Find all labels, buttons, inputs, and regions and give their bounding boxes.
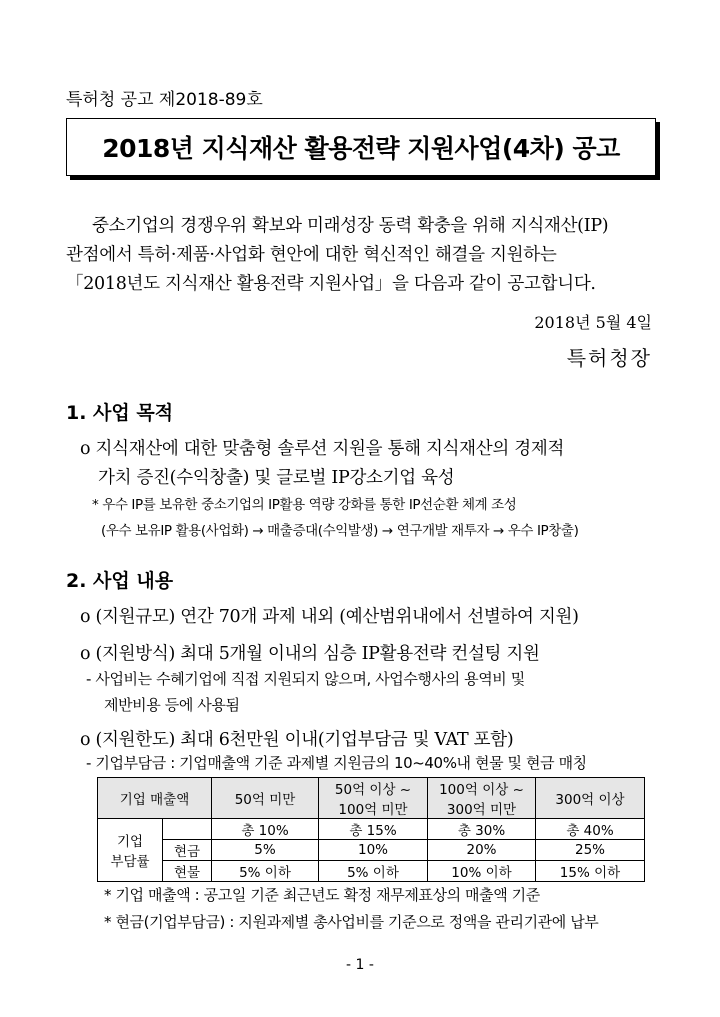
header-col-2-line2: 100억 미만 — [338, 802, 408, 818]
cash-cell-2: 10% — [319, 840, 428, 861]
intro-line-2: 관점에서 특허·제품·사업화 현안에 대한 혁신적인 해결을 지원하는 — [66, 245, 557, 265]
section2-method-note-line2: 제반비용 등에 사용됨 — [104, 696, 240, 714]
row-group-label-line2: 부담률 — [110, 854, 150, 870]
table-row — [98, 819, 645, 840]
header-col-2-line1: 50억 이상 ~ — [334, 782, 412, 798]
section2-heading: 2. 사업 내용 — [66, 570, 174, 592]
cash-label: 현금 — [163, 840, 212, 861]
section2-method-note-line1: - 사업비는 수혜기업에 직접 지원되지 않으며, 사업수행사의 용역비 및 — [86, 670, 525, 688]
header-col-1 — [212, 778, 319, 819]
total-cell-3: 총 30% — [428, 819, 536, 840]
section1-bullet-line2: 가치 증진(수익창출) 및 글로벌 IP강소기업 육성 — [98, 468, 455, 488]
header-sales-label: 기업 매출액 — [98, 778, 212, 819]
header-col-1-line1: 50억 미만 — [234, 792, 296, 808]
inkind-cell-3: 10% 이하 — [428, 861, 536, 882]
total-cell-1: 총 10% — [212, 819, 319, 840]
header-col-2 — [319, 778, 428, 819]
total-cell-4: 총 40% — [536, 819, 645, 840]
cash-cell-3: 20% — [428, 840, 536, 861]
inkind-cell-2: 5% 이하 — [319, 861, 428, 882]
section1-bullet-line1: o 지식재산에 대한 맞춤형 솔루션 지원을 통해 지식재산의 경제적 — [80, 439, 565, 459]
notice-number: 특허청 공고 제2018-89호 — [66, 90, 263, 110]
header-col-3 — [428, 778, 536, 819]
header-col-4-line1: 300억 이상 — [555, 792, 625, 808]
cash-cell-1: 5% — [212, 840, 319, 861]
section2-limit-note: - 기업부담금 : 기업매출액 기준 과제별 지원금의 10~40%내 현물 및 현금 매칭 — [86, 754, 587, 772]
intro-line-1: 중소기업의 경쟁우위 확보와 미래성장 동력 확충을 위해 지식재산(IP) — [92, 216, 609, 236]
table-header-row — [98, 778, 645, 819]
footnote-1: * 기업 매출액 : 공고일 기준 최근년도 확정 재무제표상의 매출액 기준 — [104, 886, 540, 904]
page-number: - 1 - — [346, 957, 374, 973]
total-label-cell — [163, 819, 212, 840]
section2-limit: o (지원한도) 최대 6천만원 이내(기업부담금 및 VAT 포함) — [80, 730, 514, 750]
burden-ratio-table — [97, 777, 645, 882]
inkind-cell-1: 5% 이하 — [212, 861, 319, 882]
cash-cell-4: 25% — [536, 840, 645, 861]
total-cell-2: 총 15% — [319, 819, 428, 840]
notice-date: 2018년 5월 4일 — [534, 313, 652, 332]
section2-scale: o (지원규모) 연간 70개 과제 내외 (예산범위내에서 선별하여 지원) — [80, 607, 579, 627]
intro-line-3: 「2018년도 지식재산 활용전략 지원사업」을 다음과 같이 공고합니다. — [66, 274, 596, 294]
table-row — [98, 840, 645, 861]
section1-note-line1: * 우수 IP를 보유한 중소기업의 IP활용 역량 강화를 통한 IP선순환 체계 조성 — [92, 497, 517, 513]
section1-note-line2: (우수 보유IP 활용(사업화) → 매출증대(수익발생) → 연구개발 재투자 → 우수 IP창출) — [101, 523, 579, 539]
table-row — [98, 861, 645, 882]
signer: 특허청장 — [566, 346, 652, 370]
footnote-2: * 현금(기업부담금) : 지원과제별 총사업비를 기준으로 정액을 관리기관에 납부 — [104, 913, 599, 931]
title-box — [66, 118, 656, 176]
row-group-label — [98, 819, 163, 882]
header-col-3-line1: 100억 이상 ~ — [439, 782, 524, 798]
header-col-4 — [536, 778, 645, 819]
page-title: 2018년 지식재산 활용전략 지원사업(4차) 공고 — [102, 134, 620, 163]
section1-heading: 1. 사업 목적 — [66, 402, 174, 424]
row-group-label-line1: 기업 — [116, 834, 144, 850]
inkind-label: 현물 — [163, 861, 212, 882]
header-col-3-line2: 300억 미만 — [446, 802, 517, 818]
section2-method: o (지원방식) 최대 5개월 이내의 심층 IP활용전략 컨설팅 지원 — [80, 644, 540, 664]
inkind-cell-4: 15% 이하 — [536, 861, 645, 882]
